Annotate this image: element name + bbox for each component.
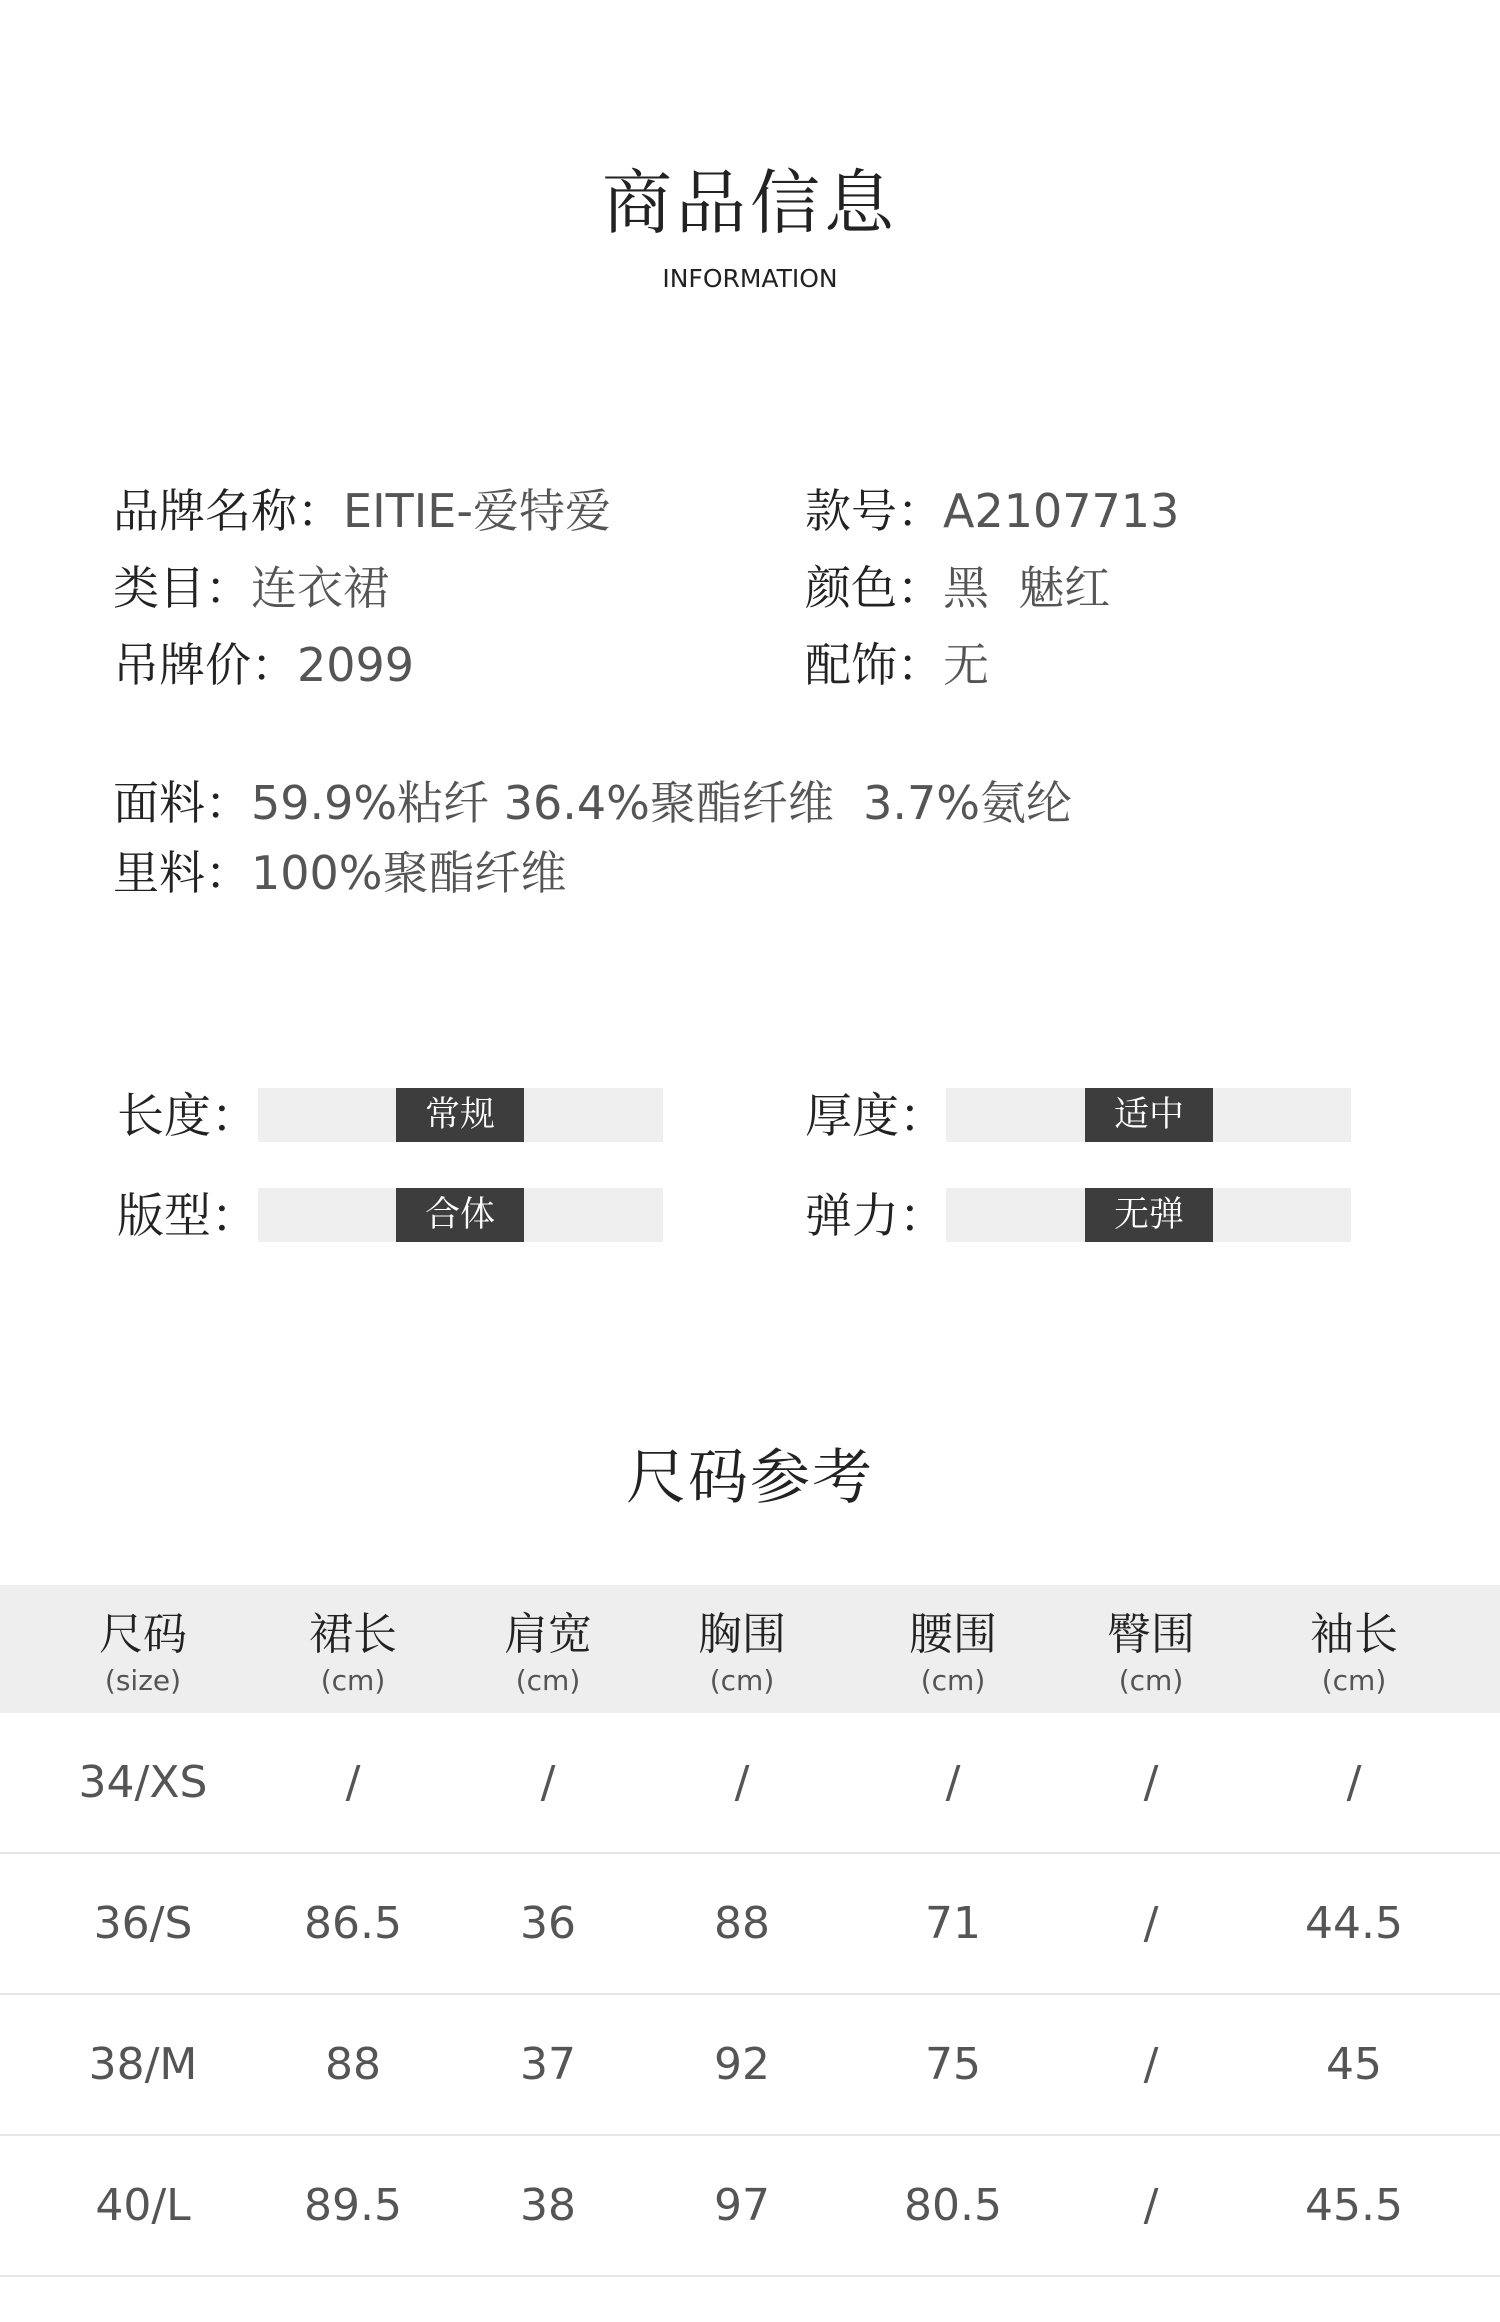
header-dress-length: 裙长 (cm) <box>309 1609 397 1697</box>
table-cell: 36/S <box>93 1898 193 1949</box>
lining-value: 100%聚酯纤维 <box>251 846 567 900</box>
price-value: 2099 <box>297 638 415 692</box>
style-value: A2107713 <box>943 484 1180 538</box>
size-chart-title: 尺码参考 <box>626 1443 874 1513</box>
brand-value: EITIE-爱特爱 <box>343 484 611 538</box>
table-cell: / <box>734 1757 750 1808</box>
color-value: 黑 魅红 <box>943 561 1111 615</box>
color-label: 颜色： <box>805 561 943 615</box>
style-label: 款号： <box>805 484 943 538</box>
page-subtitle: INFORMATION <box>662 264 838 293</box>
table-cell: 45 <box>1326 2039 1382 2090</box>
size-table-header <box>0 1585 1500 1713</box>
table-cell: 80.5 <box>904 2180 1002 2231</box>
table-cell: 34/XS <box>78 1757 208 1808</box>
table-cell: 75 <box>925 2039 981 2090</box>
elasticity-chip: 无弹 <box>1085 1188 1213 1242</box>
style-line <box>805 484 1180 538</box>
table-cell: 71 <box>925 1898 981 1949</box>
length-label: 长度： <box>117 1089 258 1144</box>
accessory-line <box>805 638 989 692</box>
brand-label: 品牌名称： <box>113 484 343 538</box>
table-cell: 36 <box>520 1898 576 1949</box>
header-waist: 腰围 (cm) <box>909 1609 997 1697</box>
table-cell: 44.5 <box>1305 1898 1403 1949</box>
price-label: 吊牌价： <box>113 638 297 692</box>
table-cell: 38/M <box>88 2039 198 2090</box>
table-cell: 88 <box>714 1898 770 1949</box>
lining-line <box>113 846 567 900</box>
header-hip: 臀围 (cm) <box>1107 1609 1195 1697</box>
fabric-line <box>113 776 1072 830</box>
category-line <box>113 561 389 615</box>
table-cell: 97 <box>714 2180 770 2231</box>
thickness-label: 厚度： <box>805 1089 946 1144</box>
table-cell: / <box>1346 1757 1362 1808</box>
thickness-chip: 适中 <box>1085 1088 1213 1142</box>
table-row <box>0 2136 1500 2277</box>
table-cell: 86.5 <box>304 1898 402 1949</box>
table-cell: / <box>1143 2039 1159 2090</box>
length-chip: 常规 <box>396 1088 524 1142</box>
accessory-value: 无 <box>943 638 989 692</box>
header-shoulder: 肩宽 (cm) <box>504 1609 592 1697</box>
elasticity-label: 弹力： <box>805 1189 946 1244</box>
table-cell: / <box>540 1757 556 1808</box>
table-cell: / <box>1143 2180 1159 2231</box>
color-line <box>805 561 1111 615</box>
header-size: 尺码 (size) <box>99 1609 187 1697</box>
header-bust: 胸围 (cm) <box>698 1609 786 1697</box>
category-label: 类目： <box>113 561 251 615</box>
table-cell: 37 <box>520 2039 576 2090</box>
table-row <box>0 1854 1500 1995</box>
table-cell: / <box>345 1757 361 1808</box>
fit-label: 版型： <box>117 1189 258 1244</box>
table-row <box>0 1713 1500 1854</box>
category-value: 连衣裙 <box>251 561 389 615</box>
table-cell: / <box>945 1757 961 1808</box>
table-cell: / <box>1143 1898 1159 1949</box>
table-row <box>0 1995 1500 2136</box>
table-cell: / <box>1143 1757 1159 1808</box>
table-cell: 45.5 <box>1305 2180 1403 2231</box>
accessory-label: 配饰： <box>805 638 943 692</box>
fit-chip: 合体 <box>396 1188 524 1242</box>
table-cell: 40/L <box>95 2180 191 2231</box>
price-line <box>113 638 415 692</box>
table-cell: 88 <box>325 2039 381 2090</box>
header-sleeve: 袖长 (cm) <box>1310 1609 1398 1697</box>
page-title: 商品信息 <box>602 162 898 244</box>
table-cell: 38 <box>520 2180 576 2231</box>
lining-label: 里料： <box>113 846 251 900</box>
fabric-value: 59.9%粘纤 36.4%聚酯纤维 3.7%氨纶 <box>251 776 1072 830</box>
brand-line <box>113 484 611 538</box>
fabric-label: 面料： <box>113 776 251 830</box>
table-cell: 89.5 <box>304 2180 402 2231</box>
table-cell: 92 <box>714 2039 770 2090</box>
